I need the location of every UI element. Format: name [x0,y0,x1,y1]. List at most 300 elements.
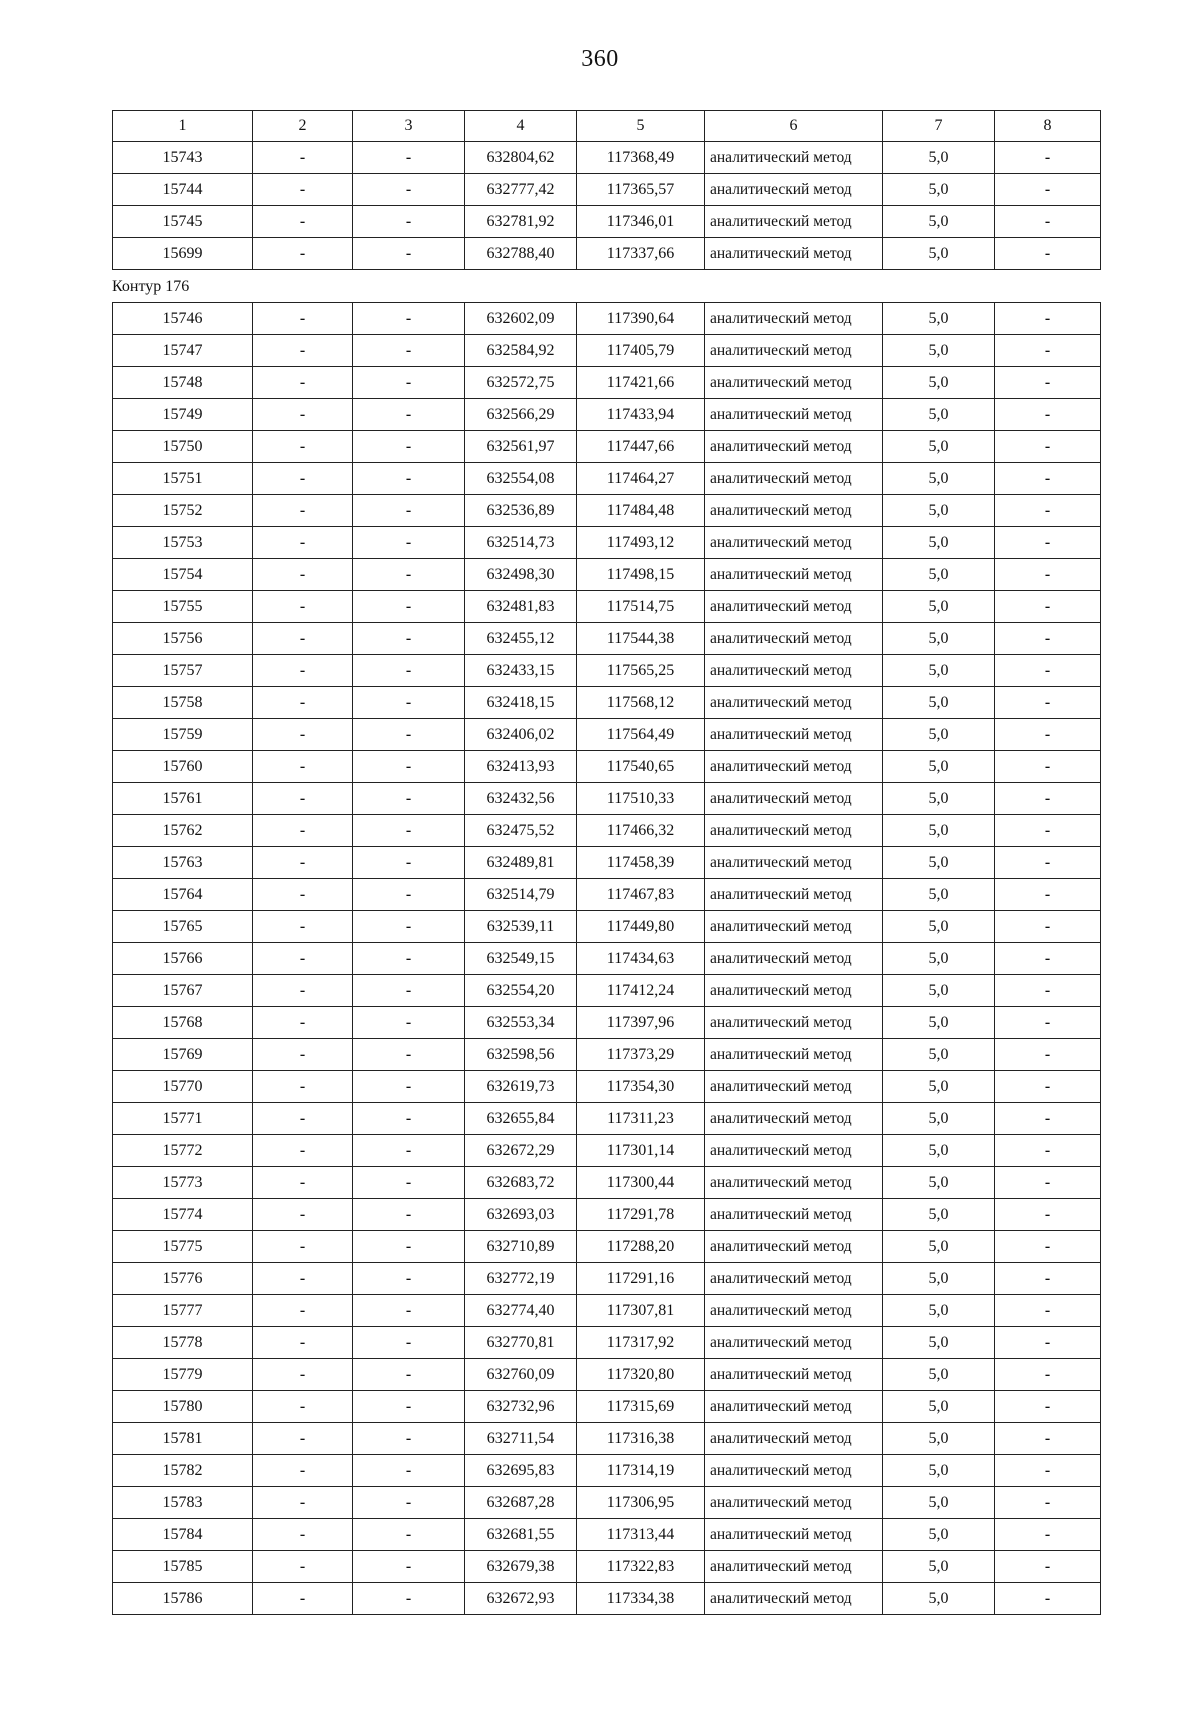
col-3: - [353,879,465,911]
table-row [113,1551,1101,1583]
point-number: 15765 [113,911,253,943]
coord-y: 117288,20 [577,1231,705,1263]
table-header-row [113,111,1101,142]
col-8: - [995,431,1101,463]
col-2: - [253,1519,353,1551]
col-2: - [253,399,353,431]
coord-x: 632584,92 [465,335,577,367]
col-8: - [995,943,1101,975]
coord-x: 632489,81 [465,847,577,879]
method: аналитический метод [705,1391,883,1423]
col-3: - [353,399,465,431]
point-number: 15780 [113,1391,253,1423]
col-3: - [353,719,465,751]
col-2: - [253,1487,353,1519]
col-2: - [253,431,353,463]
coord-x: 632481,83 [465,591,577,623]
table-row [113,847,1101,879]
col-2: - [253,1167,353,1199]
coord-x: 632679,38 [465,1551,577,1583]
point-number: 15746 [113,303,253,335]
table-row [113,174,1101,206]
point-number: 15751 [113,463,253,495]
page-number: 360 [581,46,619,72]
coord-x: 632772,19 [465,1263,577,1295]
method: аналитический метод [705,1231,883,1263]
coord-y: 117314,19 [577,1455,705,1487]
accuracy: 5,0 [883,559,995,591]
accuracy: 5,0 [883,975,995,1007]
col-8: - [995,1359,1101,1391]
coord-y: 117449,80 [577,911,705,943]
coord-x: 632553,34 [465,1007,577,1039]
coord-y: 117484,48 [577,495,705,527]
table-row [113,1487,1101,1519]
coord-x: 632711,54 [465,1423,577,1455]
coord-x: 632455,12 [465,623,577,655]
coord-x: 632774,40 [465,1295,577,1327]
accuracy: 5,0 [883,1455,995,1487]
coord-x: 632554,20 [465,975,577,1007]
col-8: - [995,1327,1101,1359]
method: аналитический метод [705,1039,883,1071]
table-row [113,527,1101,559]
method: аналитический метод [705,206,883,238]
col-8: - [995,1071,1101,1103]
method: аналитический метод [705,431,883,463]
coord-x: 632498,30 [465,559,577,591]
col-2: - [253,847,353,879]
table-row [113,559,1101,591]
method: аналитический метод [705,751,883,783]
method: аналитический метод [705,142,883,174]
point-number: 15768 [113,1007,253,1039]
coord-x: 632710,89 [465,1231,577,1263]
col-8: - [995,399,1101,431]
table-row [113,1135,1101,1167]
point-number: 15753 [113,527,253,559]
coord-y: 117405,79 [577,335,705,367]
coord-y: 117300,44 [577,1167,705,1199]
col-2: - [253,687,353,719]
col-3: - [353,303,465,335]
col-3: - [353,1039,465,1071]
col-2: - [253,174,353,206]
point-number: 15750 [113,431,253,463]
table-row [113,1039,1101,1071]
col-8: - [995,815,1101,847]
point-number: 15766 [113,943,253,975]
coord-x: 632693,03 [465,1199,577,1231]
col-2: - [253,911,353,943]
method: аналитический метод [705,591,883,623]
accuracy: 5,0 [883,591,995,623]
table-row [113,1007,1101,1039]
point-number: 15772 [113,1135,253,1167]
coord-y: 117315,69 [577,1391,705,1423]
col-8: - [995,1039,1101,1071]
coord-y: 117433,94 [577,399,705,431]
col-2: - [253,815,353,847]
col-8: - [995,142,1101,174]
point-number: 15771 [113,1103,253,1135]
point-number: 15784 [113,1519,253,1551]
coord-y: 117313,44 [577,1519,705,1551]
coord-x: 632561,97 [465,431,577,463]
accuracy: 5,0 [883,174,995,206]
col-3: - [353,367,465,399]
accuracy: 5,0 [883,527,995,559]
coord-y: 117568,12 [577,687,705,719]
point-number: 15769 [113,1039,253,1071]
column-header-8: 8 [995,111,1101,142]
point-number: 15747 [113,335,253,367]
col-3: - [353,1423,465,1455]
coord-y: 117334,38 [577,1583,705,1615]
col-2: - [253,1135,353,1167]
col-2: - [253,1263,353,1295]
col-3: - [353,1135,465,1167]
col-3: - [353,1551,465,1583]
col-2: - [253,1295,353,1327]
coord-y: 117447,66 [577,431,705,463]
column-header-5: 5 [577,111,705,142]
point-number: 15773 [113,1167,253,1199]
method: аналитический метод [705,687,883,719]
coord-y: 117564,49 [577,719,705,751]
col-2: - [253,879,353,911]
col-3: - [353,174,465,206]
col-8: - [995,463,1101,495]
table-row [113,591,1101,623]
point-number: 15748 [113,367,253,399]
coordinates-table-contour [112,302,1101,1615]
coord-x: 632554,08 [465,463,577,495]
table-row [113,1583,1101,1615]
col-3: - [353,943,465,975]
coord-x: 632514,73 [465,527,577,559]
col-8: - [995,783,1101,815]
point-number: 15767 [113,975,253,1007]
method: аналитический метод [705,719,883,751]
col-3: - [353,1391,465,1423]
col-8: - [995,174,1101,206]
accuracy: 5,0 [883,943,995,975]
col-8: - [995,367,1101,399]
col-3: - [353,655,465,687]
col-3: - [353,206,465,238]
col-2: - [253,591,353,623]
table-row [113,1423,1101,1455]
point-number: 15785 [113,1551,253,1583]
col-2: - [253,1071,353,1103]
coord-y: 117337,66 [577,238,705,270]
col-8: - [995,1135,1101,1167]
column-header-2: 2 [253,111,353,142]
col-8: - [995,1519,1101,1551]
col-8: - [995,1455,1101,1487]
col-8: - [995,303,1101,335]
coord-x: 632760,09 [465,1359,577,1391]
col-8: - [995,1231,1101,1263]
method: аналитический метод [705,303,883,335]
coord-x: 632602,09 [465,303,577,335]
coord-x: 632804,62 [465,142,577,174]
point-number: 15743 [113,142,253,174]
col-3: - [353,463,465,495]
coord-x: 632781,92 [465,206,577,238]
coord-y: 117565,25 [577,655,705,687]
col-8: - [995,1295,1101,1327]
table-row [113,463,1101,495]
col-8: - [995,1423,1101,1455]
coord-y: 117498,15 [577,559,705,591]
point-number: 15752 [113,495,253,527]
method: аналитический метод [705,847,883,879]
coord-y: 117322,83 [577,1551,705,1583]
col-2: - [253,1231,353,1263]
coord-y: 117514,75 [577,591,705,623]
accuracy: 5,0 [883,1071,995,1103]
accuracy: 5,0 [883,879,995,911]
coord-y: 117316,38 [577,1423,705,1455]
coord-y: 117390,64 [577,303,705,335]
coord-y: 117412,24 [577,975,705,1007]
col-8: - [995,879,1101,911]
method: аналитический метод [705,1455,883,1487]
method: аналитический метод [705,335,883,367]
table-row [113,1071,1101,1103]
coord-x: 632598,56 [465,1039,577,1071]
col-3: - [353,142,465,174]
col-2: - [253,719,353,751]
col-8: - [995,975,1101,1007]
col-8: - [995,911,1101,943]
coord-x: 632572,75 [465,367,577,399]
col-2: - [253,751,353,783]
col-3: - [353,1487,465,1519]
coord-x: 632549,15 [465,943,577,975]
method: аналитический метод [705,1423,883,1455]
method: аналитический метод [705,783,883,815]
col-8: - [995,527,1101,559]
accuracy: 5,0 [883,911,995,943]
method: аналитический метод [705,1519,883,1551]
accuracy: 5,0 [883,783,995,815]
point-number: 15754 [113,559,253,591]
col-8: - [995,1487,1101,1519]
col-8: - [995,1103,1101,1135]
point-number: 15778 [113,1327,253,1359]
method: аналитический метод [705,463,883,495]
table-row [113,1231,1101,1263]
accuracy: 5,0 [883,847,995,879]
method: аналитический метод [705,655,883,687]
coord-x: 632413,93 [465,751,577,783]
coord-y: 117466,32 [577,815,705,847]
accuracy: 5,0 [883,431,995,463]
coord-y: 117373,29 [577,1039,705,1071]
col-2: - [253,655,353,687]
accuracy: 5,0 [883,1487,995,1519]
coord-y: 117320,80 [577,1359,705,1391]
table-row [113,1519,1101,1551]
col-3: - [353,238,465,270]
point-number: 15699 [113,238,253,270]
coord-y: 117510,33 [577,783,705,815]
accuracy: 5,0 [883,1327,995,1359]
col-8: - [995,751,1101,783]
col-3: - [353,495,465,527]
coord-x: 632788,40 [465,238,577,270]
table-row [113,303,1101,335]
col-3: - [353,1295,465,1327]
coord-y: 117421,66 [577,367,705,399]
table-row [113,1391,1101,1423]
col-8: - [995,238,1101,270]
method: аналитический метод [705,174,883,206]
accuracy: 5,0 [883,815,995,847]
coord-x: 632681,55 [465,1519,577,1551]
accuracy: 5,0 [883,1263,995,1295]
accuracy: 5,0 [883,303,995,335]
table-row [113,1103,1101,1135]
col-2: - [253,975,353,1007]
table-row [113,943,1101,975]
coord-y: 117307,81 [577,1295,705,1327]
accuracy: 5,0 [883,719,995,751]
coord-y: 117434,63 [577,943,705,975]
accuracy: 5,0 [883,623,995,655]
point-number: 15774 [113,1199,253,1231]
table-row [113,975,1101,1007]
accuracy: 5,0 [883,142,995,174]
accuracy: 5,0 [883,495,995,527]
point-number: 15762 [113,815,253,847]
column-header-4: 4 [465,111,577,142]
coord-x: 632672,29 [465,1135,577,1167]
point-number: 15755 [113,591,253,623]
table-row [113,431,1101,463]
method: аналитический метод [705,1295,883,1327]
point-number: 15783 [113,1487,253,1519]
col-8: - [995,495,1101,527]
col-3: - [353,1007,465,1039]
col-2: - [253,142,353,174]
point-number: 15775 [113,1231,253,1263]
coord-x: 632514,79 [465,879,577,911]
col-2: - [253,1583,353,1615]
method: аналитический метод [705,527,883,559]
col-2: - [253,206,353,238]
column-header-3: 3 [353,111,465,142]
table-row [113,142,1101,174]
table-row [113,238,1101,270]
col-8: - [995,335,1101,367]
table-row [113,1359,1101,1391]
col-2: - [253,1103,353,1135]
method: аналитический метод [705,559,883,591]
coord-x: 632418,15 [465,687,577,719]
method: аналитический метод [705,1199,883,1231]
column-header-6: 6 [705,111,883,142]
method: аналитический метод [705,495,883,527]
col-8: - [995,623,1101,655]
coord-x: 632777,42 [465,174,577,206]
col-2: - [253,623,353,655]
accuracy: 5,0 [883,238,995,270]
col-2: - [253,1391,353,1423]
col-3: - [353,431,465,463]
accuracy: 5,0 [883,1391,995,1423]
accuracy: 5,0 [883,1231,995,1263]
col-8: - [995,1583,1101,1615]
table-row [113,1199,1101,1231]
table-row [113,911,1101,943]
col-3: - [353,527,465,559]
table-row [113,335,1101,367]
method: аналитический метод [705,975,883,1007]
table-row [113,1167,1101,1199]
col-8: - [995,655,1101,687]
accuracy: 5,0 [883,1007,995,1039]
col-2: - [253,335,353,367]
col-8: - [995,591,1101,623]
accuracy: 5,0 [883,687,995,719]
coord-x: 632672,93 [465,1583,577,1615]
table-row [113,1455,1101,1487]
col-2: - [253,1359,353,1391]
point-number: 15781 [113,1423,253,1455]
method: аналитический метод [705,1487,883,1519]
col-3: - [353,1103,465,1135]
accuracy: 5,0 [883,335,995,367]
method: аналитический метод [705,623,883,655]
col-8: - [995,847,1101,879]
coord-x: 632475,52 [465,815,577,847]
point-number: 15763 [113,847,253,879]
accuracy: 5,0 [883,1167,995,1199]
accuracy: 5,0 [883,463,995,495]
col-3: - [353,1199,465,1231]
method: аналитический метод [705,399,883,431]
accuracy: 5,0 [883,367,995,399]
col-8: - [995,559,1101,591]
col-2: - [253,303,353,335]
table-row [113,783,1101,815]
col-3: - [353,559,465,591]
point-number: 15786 [113,1583,253,1615]
point-number: 15776 [113,1263,253,1295]
col-2: - [253,367,353,399]
point-number: 15757 [113,655,253,687]
coord-y: 117458,39 [577,847,705,879]
accuracy: 5,0 [883,1135,995,1167]
point-number: 15782 [113,1455,253,1487]
table-row [113,655,1101,687]
method: аналитический метод [705,367,883,399]
coord-x: 632619,73 [465,1071,577,1103]
col-8: - [995,1551,1101,1583]
method: аналитический метод [705,1263,883,1295]
contour-label: Контур 176 [112,278,190,295]
table-row [113,879,1101,911]
coord-y: 117346,01 [577,206,705,238]
table-row [113,1295,1101,1327]
coord-x: 632539,11 [465,911,577,943]
col-3: - [353,815,465,847]
coord-y: 117311,23 [577,1103,705,1135]
